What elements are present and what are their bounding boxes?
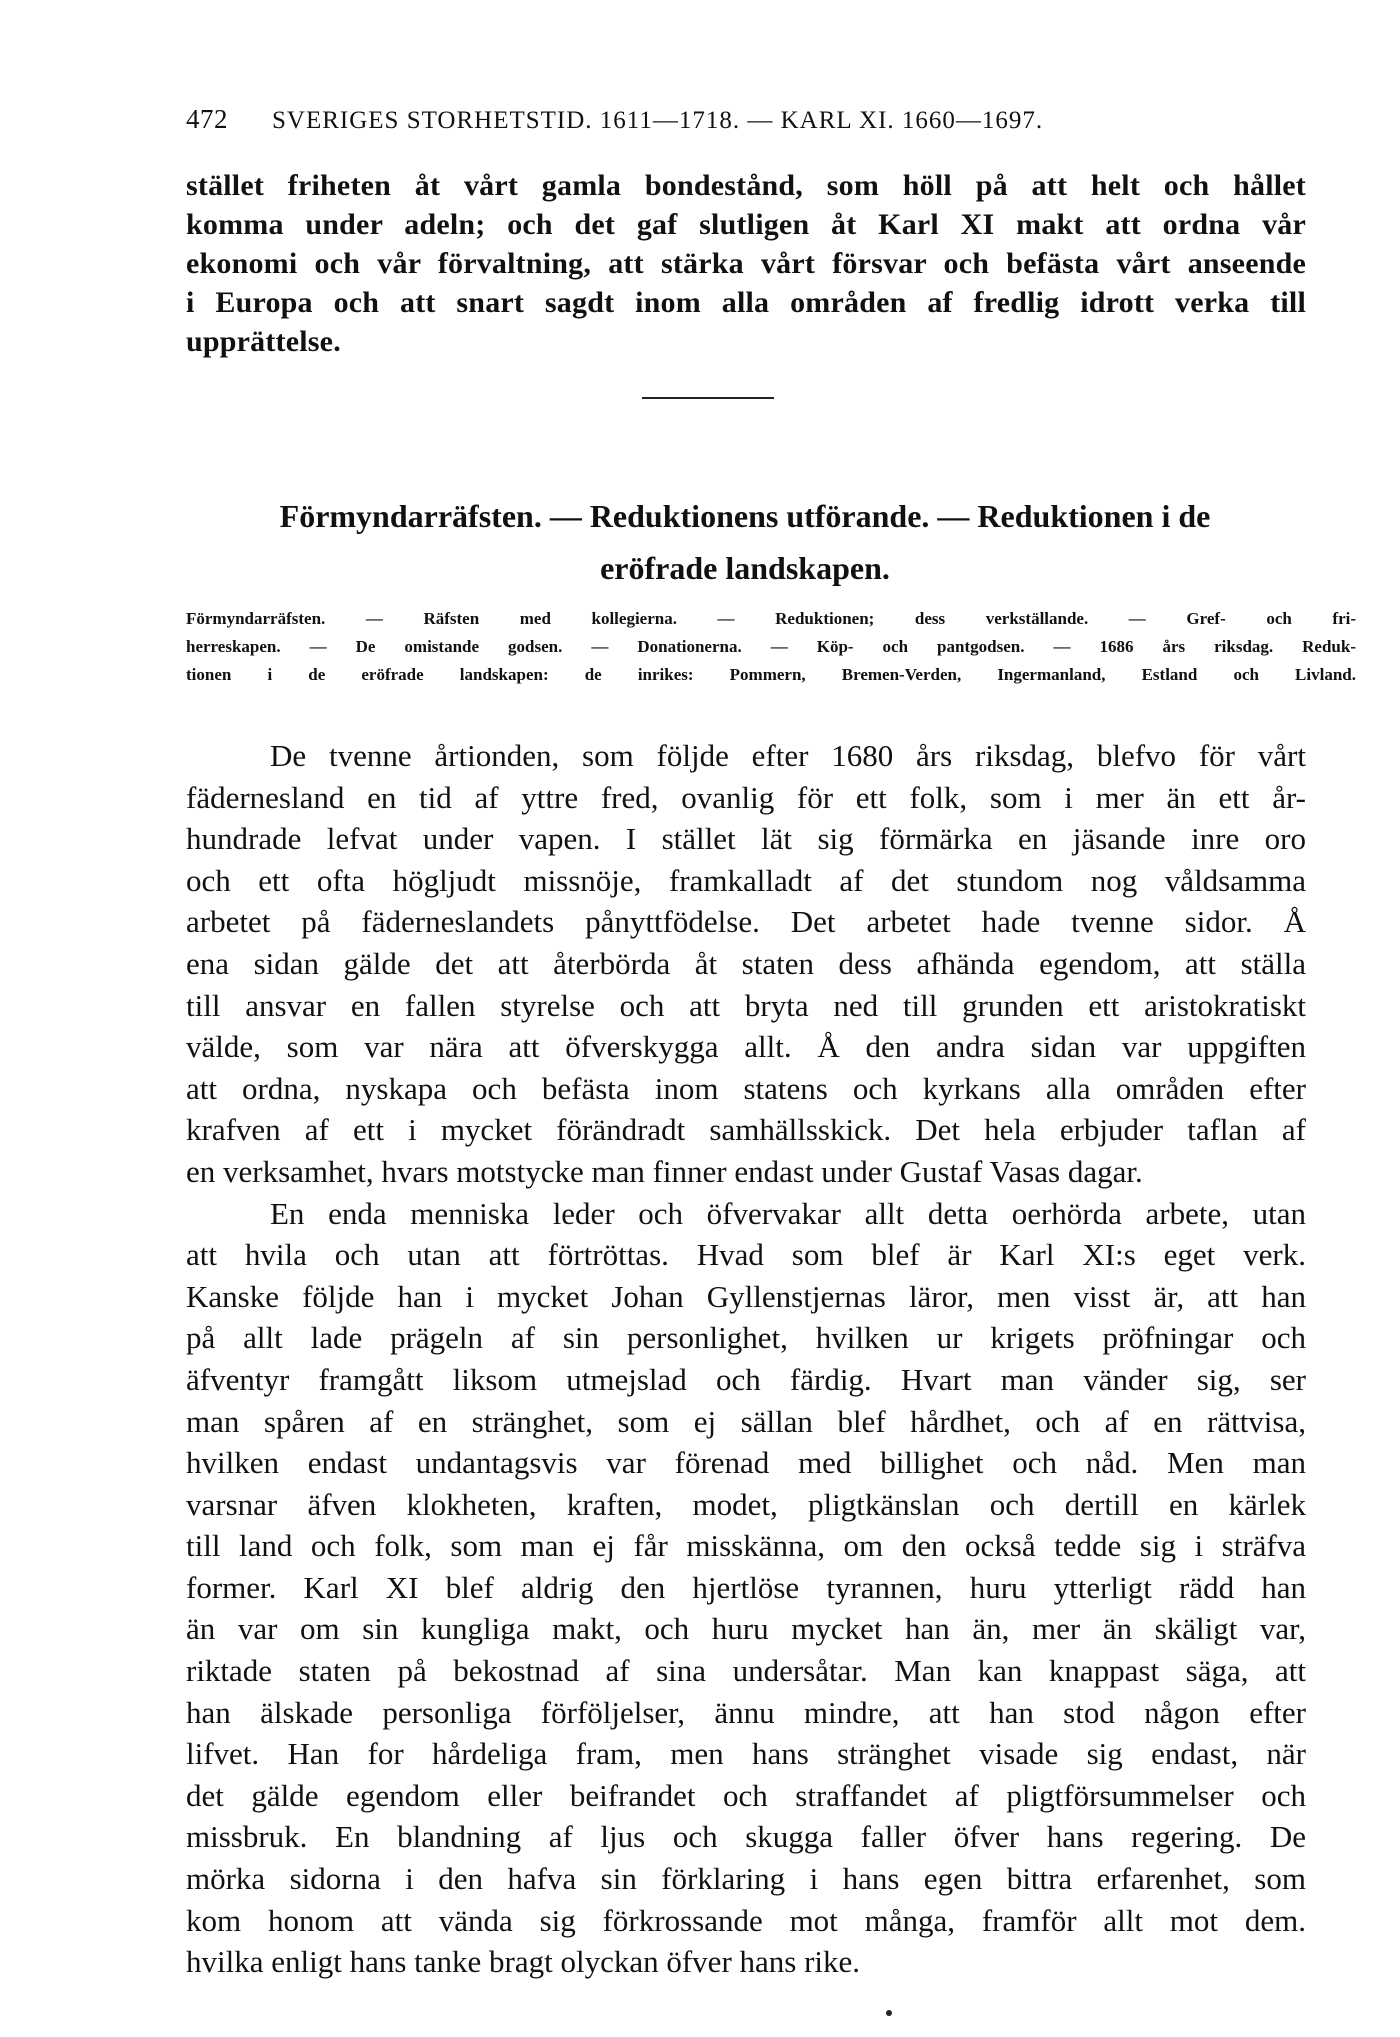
running-header — [186, 104, 1226, 135]
text-line: ekonomi och vår förvaltning, att stärka vårt försvar och befästa vårt anseende — [186, 247, 1306, 280]
text-line: mörka sidorna i den hafva sin förklaring i hans egen bittra erfarenhet, som — [186, 1861, 1306, 1897]
text-line: hundrade lefvat under vapen. I stället lät sig förmärka en jäsande inre oro — [186, 821, 1306, 857]
text-line: hvilken endast undantagsvis var förenad med billighet och nåd. Men man — [186, 1445, 1306, 1481]
text-line: De tvenne årtionden, som följde efter 1680 års riksdag, blefvo för vårt — [270, 738, 1306, 773]
text-line: upprättelse. — [186, 325, 341, 358]
text-line: stället friheten åt vårt gamla bondestånd, som höll på att helt och hållet — [186, 169, 1306, 202]
printer-mark — [886, 2010, 892, 2016]
text-line: och ett ofta högljudt missnöje, framkalladt af det stundom nog våldsamma — [186, 862, 1306, 898]
summary-line: tionen i de eröfrade landskapen: de inrikes: Pommern, Bremen-Verden, Ingermanland, Estland och Livland. — [186, 665, 1356, 684]
text-line: former. Karl XI blef aldrig den hjertlöse tyrannen, huru ytterligt rädd han — [186, 1569, 1306, 1605]
chapter-summary — [186, 605, 1356, 689]
text-line: arbetet på fäderneslandets pånyttfödelse. Det arbetet hade tvenne sidor. Å — [186, 904, 1306, 940]
summary-line: Förmyndarräfsten. — Räfsten med kollegierna. — Reduktionen; dess verkställande. — Gref- och fri- — [186, 609, 1356, 628]
running-title: SVERIGES STORHETSTID. 1611—1718. — KARL XI. 1660—1697. — [272, 107, 1044, 134]
text-line: det gälde egendom eller beifrandet och straffandet af pligtförsummelser och — [186, 1777, 1306, 1813]
text-line: att hvila och utan att förtröttas. Hvad som blef är Karl XI:s eget verk. — [186, 1237, 1306, 1273]
section-divider — [642, 397, 774, 399]
text-line: missbruk. En blandning af ljus och skugga faller öfver hans regering. De — [186, 1819, 1306, 1855]
text-line: i Europa och att snart sagdt inom alla områden af fredlig idrott verka till — [186, 286, 1306, 319]
text-line: riktade staten på bekostnad af sina undersåtar. Man kan knappast säga, att — [186, 1653, 1306, 1689]
text-line: lifvet. Han for hårdeligа fram, men hans stränghet visade sig endast, när — [186, 1736, 1306, 1772]
text-line: varsnar äfven klokheten, kraften, modet, pligtkänslan och dertill en kärlek — [186, 1486, 1306, 1522]
text-line: äfventyr framgått liksom utmejslad och färdig. Hvart man vänder sig, ser — [186, 1361, 1306, 1397]
page-number: 472 — [186, 104, 228, 134]
text-line: hvilka enligt hans tanke bragt olyckan öfver hans rike. — [186, 1944, 861, 1980]
section-heading-line-1: Förmyndarräfsten. — Reduktionens utförande. — Reduktionen i de — [279, 498, 1211, 534]
text-line: Kanske följde han i mycket Johan Gyllenstjernas läror, men visst är, att han — [186, 1278, 1306, 1314]
text-line: ena sidan gälde det att återbörda åt staten dess afhända egendom, att ställa — [186, 945, 1306, 981]
text-line: fädernesland en tid af yttre fred, ovanlig för ett folk, som i mer än ett år- — [186, 779, 1306, 815]
text-line: komma under adeln; och det gaf slutligen åt Karl XI makt att ordna vår — [186, 208, 1306, 241]
text-line: man spåren af en stränghet, som ej sällan blef hårdhet, och af en rättvisa, — [186, 1403, 1306, 1439]
text-line: han älskade personliga förföljelser, ännu mindre, att han stod någon efter — [186, 1694, 1306, 1730]
text-line: En enda menniska leder och öfvervakar allt detta oerhörda arbete, utan — [270, 1195, 1306, 1231]
text-line: att ordna, nyskapa och befästa inom statens och kyrkans alla områden efter — [186, 1070, 1306, 1106]
text-line: en verksamhet, hvars motstycke man finner endast under Gustaf Vasas dagar. — [186, 1153, 1143, 1189]
text-line: krafven af ett i mycket förändradt samhällsskick. Det hela erbjuder taflan af — [186, 1112, 1306, 1148]
section-heading-line-2: eröfrade landskapen. — [600, 550, 890, 586]
summary-line: herreskapen. — De omistande godsen. — Donationerna. — Köp- och pantgodsen. — 1686 års riksdag. Reduk- — [186, 637, 1356, 656]
text-line: än var om sin kungliga makt, och huru mycket han än, mer än skäligt var, — [186, 1611, 1306, 1647]
text-line: kom honom att vända sig förkrossande mot många, framför allt mot dem. — [186, 1902, 1306, 1938]
text-line: välde, som var nära att öfverskygga allt. Å den andra sidan var uppgiften — [186, 1029, 1306, 1065]
text-line: till ansvar en fallen styrelse och att bryta ned till grunden ett aristokratiskt — [186, 987, 1306, 1023]
text-line: till land och folk, som man ej får misskänna, om den också tedde sig i sträfva — [186, 1528, 1306, 1564]
text-line: på allt lade prägeln af sin personlighet, hvilken ur krigets pröfningar och — [186, 1320, 1306, 1356]
intro-paragraph — [186, 166, 1306, 361]
body-text — [186, 735, 1306, 1983]
